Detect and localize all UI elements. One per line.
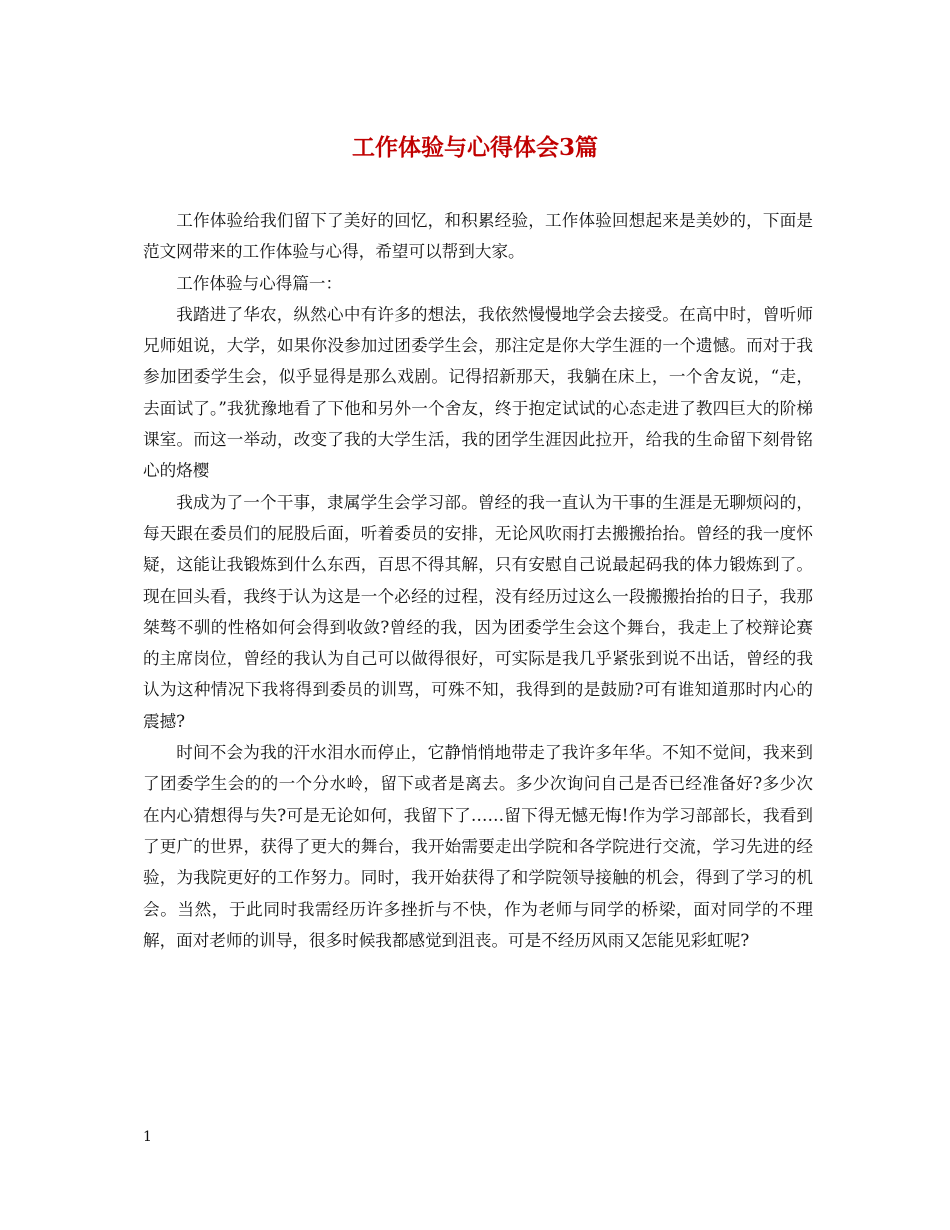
intro-paragraph: 工作体验给我们留下了美好的回忆，和积累经验，工作体验回想起来是美妙的，下面是范文网带来的工作体验与心得，希望可以帮到大家。 [143, 211, 813, 262]
page-number: 1 [143, 1129, 152, 1145]
body-paragraph-3: 时间不会为我的汗水泪水而停止，它静悄悄地带走了我许多年华。不知不觉间，我来到了团委学生会的的一个分水岭，留下或者是离去。多少次询问自己是否已经准备好?多少次在内心猜想得与失?可是无论如何，我留下了……留下得无憾无悔!作为学习部部长，我看到了更广的世界，获得了更大的舞台，我开始需要走出学院和各学院进行交流，学习先进的经验，为我院更好的工作努力。同时，我开始获得了和学院领导接触的机会，得到了学习的机会。当然，于此同时我需经历许多挫折与不快，作为老师与同学的桥梁，面对同学的不理解，面对老师的训导，很多时候我都感觉到沮丧。可是不经历风雨又怎能见彩虹呢? [143, 743, 813, 950]
section-heading-paragraph: 工作体验与心得篇一： [176, 273, 343, 293]
body-paragraph-1: 我踏进了华农，纵然心中有许多的想法，我依然慢慢地学会去接受。在高中时，曾听师兄师姐说，大学，如果你没参加过团委学生会，那注定是你大学生涯的一个遗憾。而对于我参加团委学生会，似乎显得是那么戏剧。记得招新那天，我躺在床上，一个舍友说，“走，去面试了。”我犹豫地看了下他和另外一个舍友，终于抱定试试的心态走进了教四巨大的阶梯课室。而这一举动，改变了我的大学生活，我的团学生涯因此拉开，给我的生命留下刻骨铭心的烙樱 [143, 304, 813, 481]
body-paragraph-2: 我成为了一个干事，隶属学生会学习部。曾经的我一直认为干事的生涯是无聊烦闷的，每天跟在委员们的屁股后面，听着委员的安排，无论风吹雨打去搬搬抬抬。曾经的我一度怀疑，这能让我锻炼到什么东西，百思不得其解，只有安慰自己说最起码我的体力锻炼到了。现在回头看，我终于认为这是一个必经的过程，没有经历过这么一段搬搬抬抬的日子，我那桀骜不驯的性格如何会得到收敛?曾经的我，因为团委学生会这个舞台，我走上了校辩论赛的主席岗位，曾经的我认为自己可以做得很好，可实际是我几乎紧张到说不出话，曾经的我认为这种情况下我将得到委员的训骂，可殊不知，我得到的是鼓励?可有谁知道那时内心的震撼? [143, 492, 813, 731]
document-body [143, 205, 813, 956]
document-title: 工作体验与心得体会3篇 [351, 134, 598, 161]
